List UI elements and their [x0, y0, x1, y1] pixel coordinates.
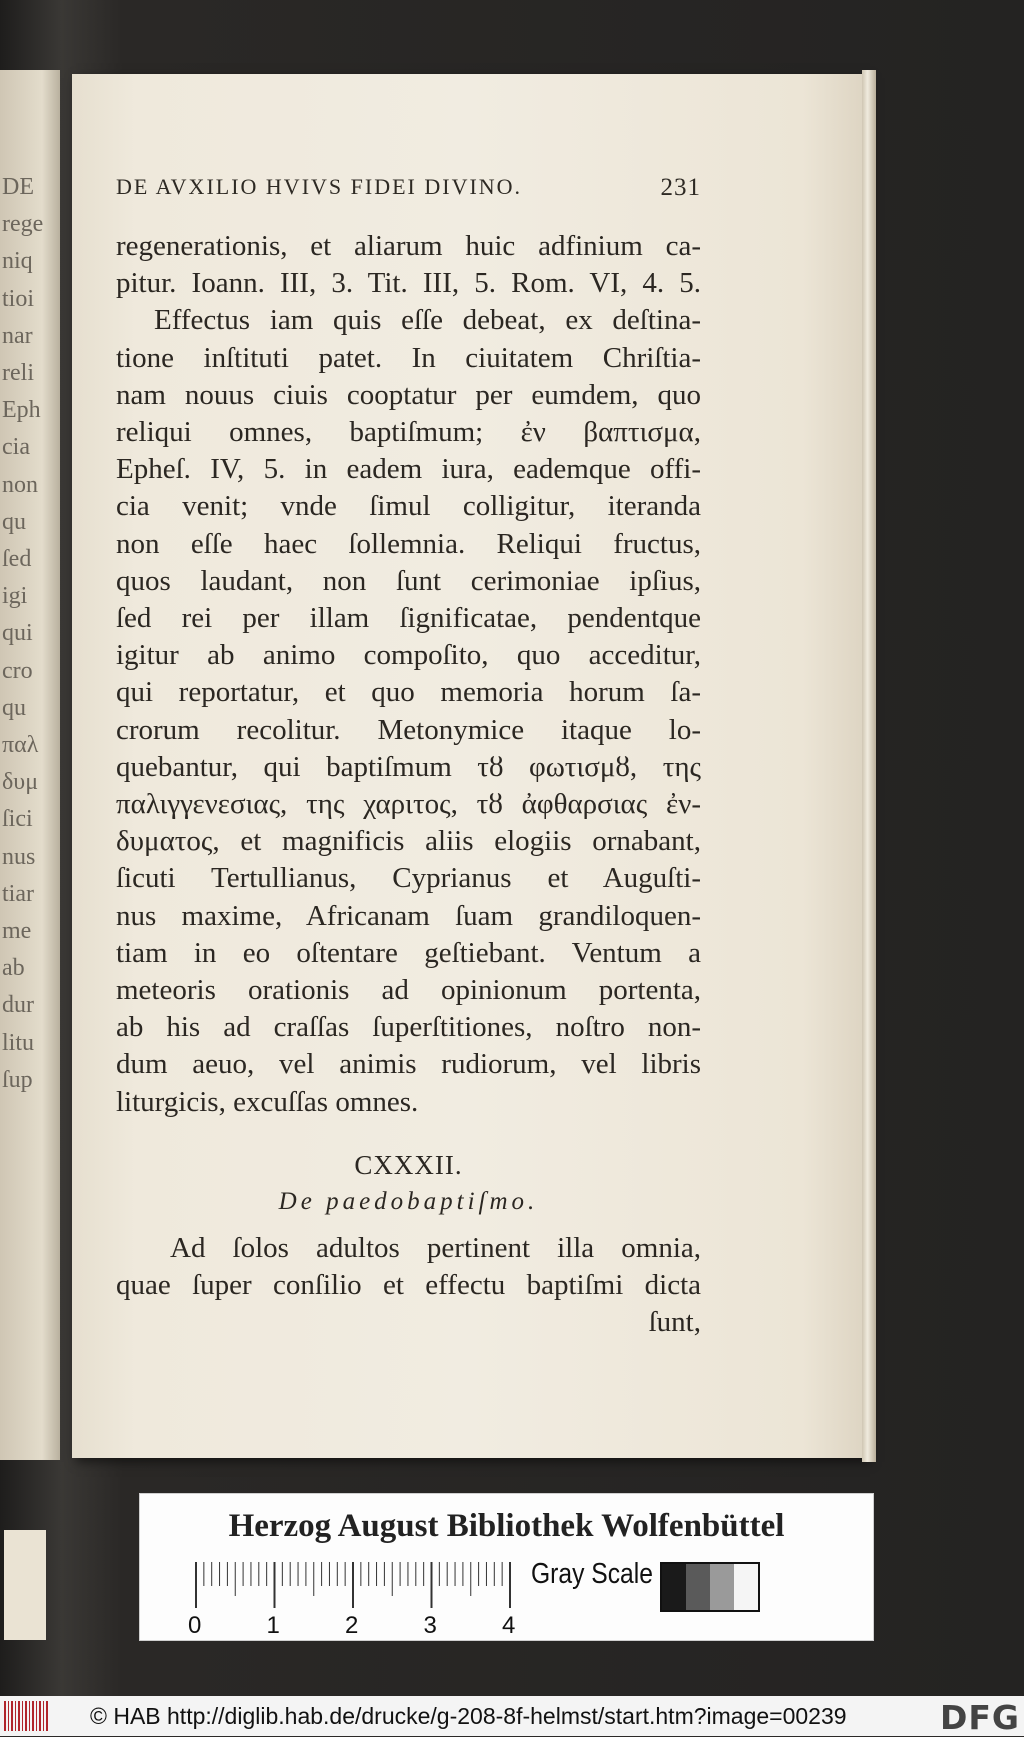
- ruler-number: 1: [266, 1612, 280, 1639]
- dfg-logo: DFG: [939, 1698, 1020, 1737]
- adjacent-page-fragment: ſup: [2, 1066, 33, 1093]
- text-line: reliqui omnes, baptiſmum; ἐν βαπτισμα,: [116, 416, 701, 449]
- adjacent-page-fragment: qu: [2, 694, 26, 721]
- adjacent-page-fragment: δυμ: [2, 769, 39, 796]
- text-line: Effectus iam quis eſſe debeat, ex deſtina-: [154, 304, 701, 337]
- gray-swatch-cell: [710, 1564, 734, 1610]
- running-head-title: DE AVXILIO HVIVS FIDEI DIVINO.: [116, 174, 523, 199]
- ruler-number: 0: [188, 1612, 202, 1639]
- text-line: non eſſe haec ſollemnia. Reliqui fructus,: [116, 527, 701, 560]
- adjacent-page-fragment: non: [2, 471, 38, 498]
- text-line: liturgicis, excuſſas omnes.: [116, 1085, 419, 1118]
- section-text: [116, 1230, 701, 1342]
- text-line: ſicuti Tertullianus, Cyprianus et Auguſti-: [116, 862, 701, 895]
- adjacent-page-fragment: cia: [2, 434, 30, 461]
- adjacent-page-fragment: rege: [2, 211, 44, 238]
- adjacent-page-fragment: DE: [2, 174, 34, 200]
- page-edge-shadow: [862, 70, 876, 1462]
- footer-bar: [0, 1696, 1024, 1736]
- ruler-number: 3: [423, 1612, 437, 1639]
- adjacent-page-fragment: dur: [2, 992, 34, 1019]
- text-line: pitur. Ioann. III, 3. Tit. III, 5. Rom. VI, 4. 5.: [116, 267, 701, 300]
- adjacent-page-edge: [0, 70, 60, 1460]
- section-text-line: ſunt,: [648, 1306, 701, 1339]
- text-line: nam nouus ciuis cooptatur per eumdem, quo: [116, 378, 701, 411]
- adjacent-page-fragment: litu: [2, 1029, 35, 1056]
- adjacent-page-fragment: nus: [2, 843, 36, 870]
- section-text-line: quae ſuper conſilio et effectu baptiſmi dicta: [116, 1269, 701, 1302]
- text-line: regenerationis, et aliarum huic adfinium ca-: [116, 230, 701, 262]
- color-calibration-card: [139, 1493, 874, 1641]
- text-line: ab his ad craſſas ſuperſtitiones, noſtro non-: [116, 1011, 701, 1044]
- adjacent-page-fragment: qu: [2, 508, 26, 535]
- page-number: 231: [660, 174, 701, 201]
- ruler-number: 4: [502, 1612, 516, 1639]
- spine-label: [4, 1530, 46, 1640]
- ruler-scale: [195, 1562, 511, 1608]
- body-text: [116, 228, 701, 1121]
- section-text-line: Ad ſolos adultos pertinent illa omnia,: [170, 1232, 701, 1264]
- gray-swatch-cell: [686, 1564, 710, 1610]
- adjacent-page-fragment: reli: [2, 360, 34, 386]
- text-line: quos laudant, non ſunt cerimoniae ipſius,: [116, 564, 701, 597]
- text-line: ſed rei per illam ſignificatae, pendentque: [116, 602, 701, 635]
- adjacent-page-fragment: nar: [2, 322, 33, 349]
- section-number: CXXXII.: [354, 1150, 463, 1180]
- text-line: tione inſtituti patet. In ciuitatem Chriſtia-: [116, 341, 701, 374]
- adjacent-page-fragment: ſed: [2, 546, 32, 572]
- gray-swatch-cell: [734, 1564, 758, 1610]
- adjacent-page-fragment: tiar: [2, 880, 34, 907]
- gray-scale-swatch: [660, 1562, 760, 1612]
- gray-scale-label: Gray Scale: [531, 1558, 653, 1590]
- adjacent-page-fragment: me: [2, 918, 32, 944]
- text-line: Epheſ. IV, 5. in eadem iura, eademque offi-: [116, 453, 701, 486]
- adjacent-page-fragment: niq: [2, 248, 33, 275]
- text-line: quebantur, qui baptiſmum τȣ φωτισμȣ, της: [116, 750, 701, 783]
- adjacent-page-fragment: παλ: [2, 732, 39, 758]
- ruler-number: 2: [345, 1612, 359, 1639]
- adjacent-page-fragment: tioi: [2, 285, 35, 312]
- text-line: igitur ab animo compoſito, quo acceditur,: [116, 639, 701, 672]
- adjacent-page-fragment: cro: [2, 657, 33, 684]
- text-line: crorum recolitur. Metonymice itaque lo-: [116, 713, 701, 746]
- running-head: [116, 174, 701, 202]
- source-url-text[interactable]: © HAB http://diglib.hab.de/drucke/g-208-8f-helmst/start.htm?image=00239: [90, 1702, 847, 1729]
- text-line: cia venit; vnde ſimul colligitur, iteranda: [116, 490, 701, 523]
- adjacent-page-fragment: ſici: [2, 806, 33, 833]
- section-title: De paedobaptiſmo.: [278, 1188, 539, 1215]
- adjacent-page-fragment: igi: [2, 583, 28, 610]
- text-line: nus maxime, Africanam ſuam grandiloquen-: [116, 899, 701, 932]
- text-line: δυματος, et magnificis aliis elogiis ornabant,: [116, 825, 701, 858]
- adjacent-page-fragment: ab: [2, 955, 25, 982]
- library-name: Herzog August Bibliothek Wolfenbüttel: [228, 1508, 785, 1544]
- text-line: παλιγγενεσιας, της χαριτος, τȣ ἀφθαρσιας ἐν-: [116, 788, 701, 821]
- text-line: meteoris orationis ad opinionum portenta,: [116, 974, 701, 1007]
- adjacent-page-fragment: Eph: [2, 397, 41, 424]
- text-line: qui reportatur, et quo memoria horum ſa-: [116, 676, 701, 709]
- adjacent-page-fragment: qui: [2, 620, 33, 647]
- text-line: dum aeuo, vel animis rudiorum, vel libris: [116, 1048, 701, 1081]
- barcode-icon: [4, 1701, 48, 1731]
- text-line: tiam in eo oſtentare geſtiebant. Ventum a: [116, 936, 701, 969]
- gray-swatch-cell: [662, 1564, 686, 1610]
